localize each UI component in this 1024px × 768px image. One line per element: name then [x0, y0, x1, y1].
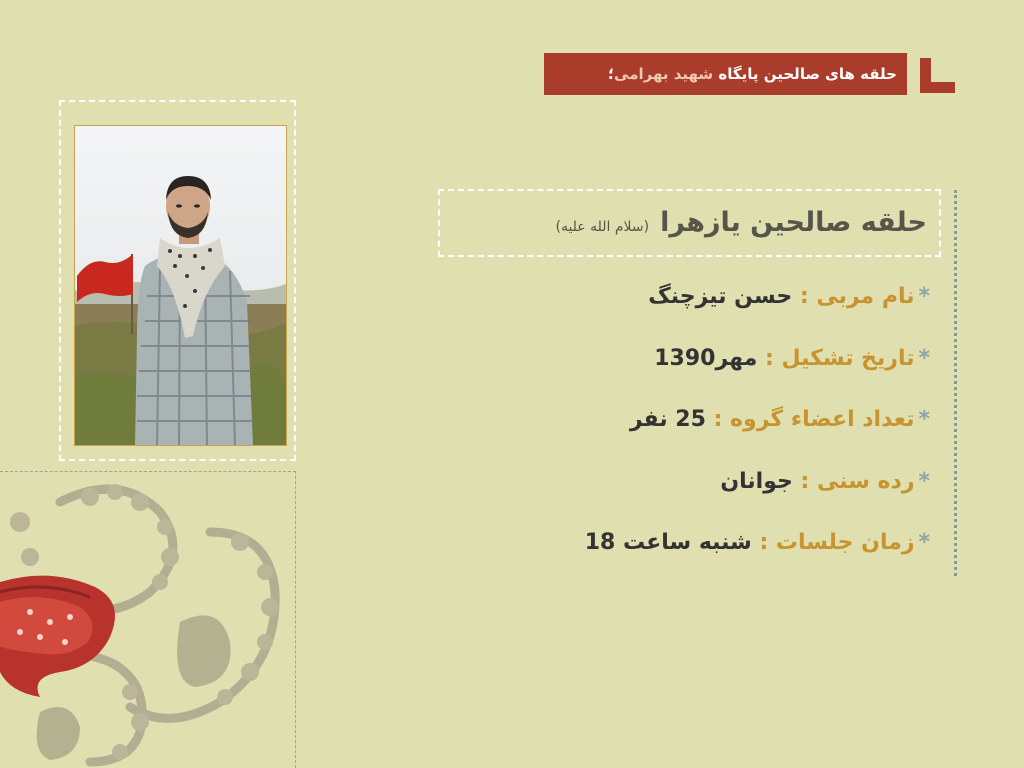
bullet-star-icon: *: [918, 530, 930, 555]
info-row-age-group: [500, 463, 930, 525]
info-row-coach: [500, 278, 930, 340]
portrait-photo: [74, 125, 287, 446]
divider-line: [954, 190, 957, 576]
corner-bracket-icon: [920, 58, 955, 93]
info-row-founded: [500, 340, 930, 402]
info-label: رده سنی :: [800, 468, 915, 494]
group-title: حلقه صالحین یازهرا: [660, 207, 927, 238]
bullet-star-icon: *: [918, 407, 930, 432]
header-banner: [544, 53, 907, 95]
info-label: زمان جلسات :: [759, 530, 915, 555]
header-title-highlight: شهید بهرامی: [614, 65, 714, 83]
paisley-ornament-icon: [0, 472, 294, 768]
group-honorific: (سلام الله علیه): [555, 219, 650, 235]
bullet-star-icon: *: [918, 284, 930, 309]
bullet-star-icon: *: [918, 345, 930, 371]
header-title-suffix: ؛: [608, 65, 615, 83]
info-row-members: [500, 401, 930, 463]
header-title: حلقه های صالحین پایگاه: [718, 65, 897, 83]
bullet-star-icon: *: [918, 468, 930, 494]
info-value: 25 نفر: [629, 407, 706, 432]
info-label: تعداد اعضاء گروه :: [713, 407, 915, 432]
info-value: حسن تیزچنگ: [648, 284, 793, 309]
group-title-box: [438, 189, 941, 257]
info-list: [500, 278, 930, 586]
info-value: شنبه ساعت 18: [584, 530, 752, 555]
info-label: نام مربی :: [799, 284, 915, 309]
info-row-schedule: [500, 524, 930, 586]
info-value: مهر1390: [654, 345, 758, 371]
info-label: تاریخ تشکیل :: [765, 345, 915, 371]
info-value: جوانان: [720, 468, 793, 494]
